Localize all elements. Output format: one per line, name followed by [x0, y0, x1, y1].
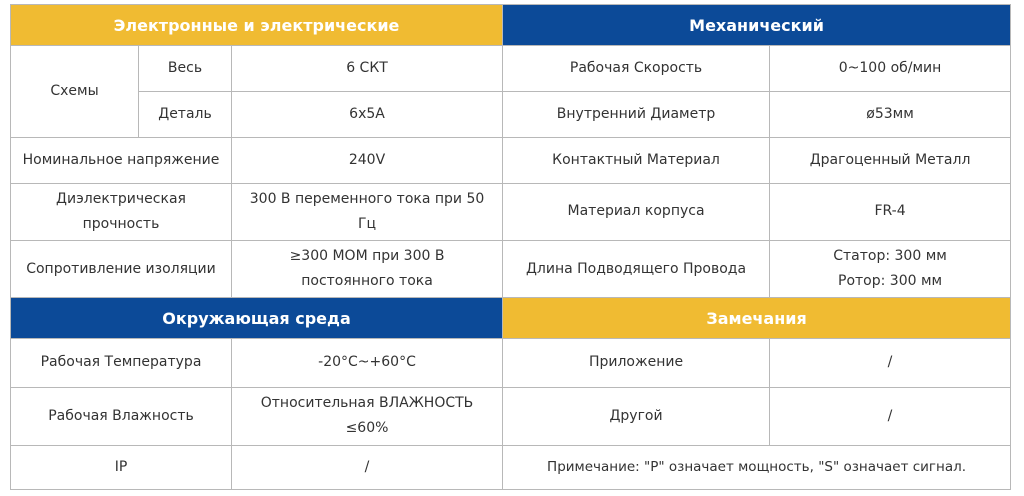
housing-value: FR-4 [770, 183, 1011, 240]
dielectric-value: 300 В переменного тока при 50 Гц [232, 183, 503, 240]
mechanical-header: Механический [503, 5, 1011, 46]
contact-label: Контактный Материал [503, 137, 770, 183]
speed-label: Рабочая Скорость [503, 46, 770, 92]
ip-label: IP [11, 445, 232, 489]
table-row [11, 445, 1011, 489]
electrical-header: Электронные и электрические [11, 5, 503, 46]
application-value: / [770, 339, 1011, 387]
insulation-label: Сопротивление изоляции [11, 240, 232, 297]
dielectric-label: Диэлектрическая прочность [11, 183, 232, 240]
temp-value: -20°C~+60°C [232, 339, 503, 387]
speed-value: 0~100 об/мин [770, 46, 1011, 92]
application-label: Приложение [503, 339, 770, 387]
bore-label: Внутренний Диаметр [503, 92, 770, 137]
voltage-value: 240V [232, 137, 503, 183]
table-row [11, 339, 1011, 387]
table-row [11, 183, 1011, 240]
lead-stator: Статор: 300 мм [833, 248, 947, 265]
housing-label: Материал корпуса [503, 183, 770, 240]
circuits-label: Схемы [11, 46, 139, 137]
humidity-value: Относительная ВЛАЖНОСТЬ ≤60% [232, 387, 503, 445]
header-row-bottom [11, 298, 1011, 339]
detail-label: Деталь [139, 92, 232, 137]
insulation-value: ≥300 МОМ при 300 В постоянного тока [232, 240, 503, 297]
other-label: Другой [503, 387, 770, 445]
total-value: 6 СКТ [232, 46, 503, 92]
spec-table [10, 4, 1011, 490]
table-row [11, 387, 1011, 445]
total-label: Весь [139, 46, 232, 92]
environment-header: Окружающая среда [11, 298, 503, 339]
contact-value: Драгоценный Металл [770, 137, 1011, 183]
remarks-note: Примечание: "P" означает мощность, "S" означает сигнал. [503, 445, 1011, 489]
other-value: / [770, 387, 1011, 445]
header-row-top [11, 5, 1011, 46]
humidity-label: Рабочая Влажность [11, 387, 232, 445]
table-row [11, 240, 1011, 297]
remarks-header: Замечания [503, 298, 1011, 339]
voltage-label: Номинальное напряжение [11, 137, 232, 183]
lead-rotor: Ротор: 300 мм [838, 273, 943, 290]
table-row [11, 137, 1011, 183]
bore-value: ø53мм [770, 92, 1011, 137]
lead-value [770, 240, 1011, 297]
temp-label: Рабочая Температура [11, 339, 232, 387]
table-row [11, 46, 1011, 92]
table-row [11, 92, 1011, 137]
lead-label: Длина Подводящего Провода [503, 240, 770, 297]
ip-value: / [232, 445, 503, 489]
detail-value: 6х5А [232, 92, 503, 137]
